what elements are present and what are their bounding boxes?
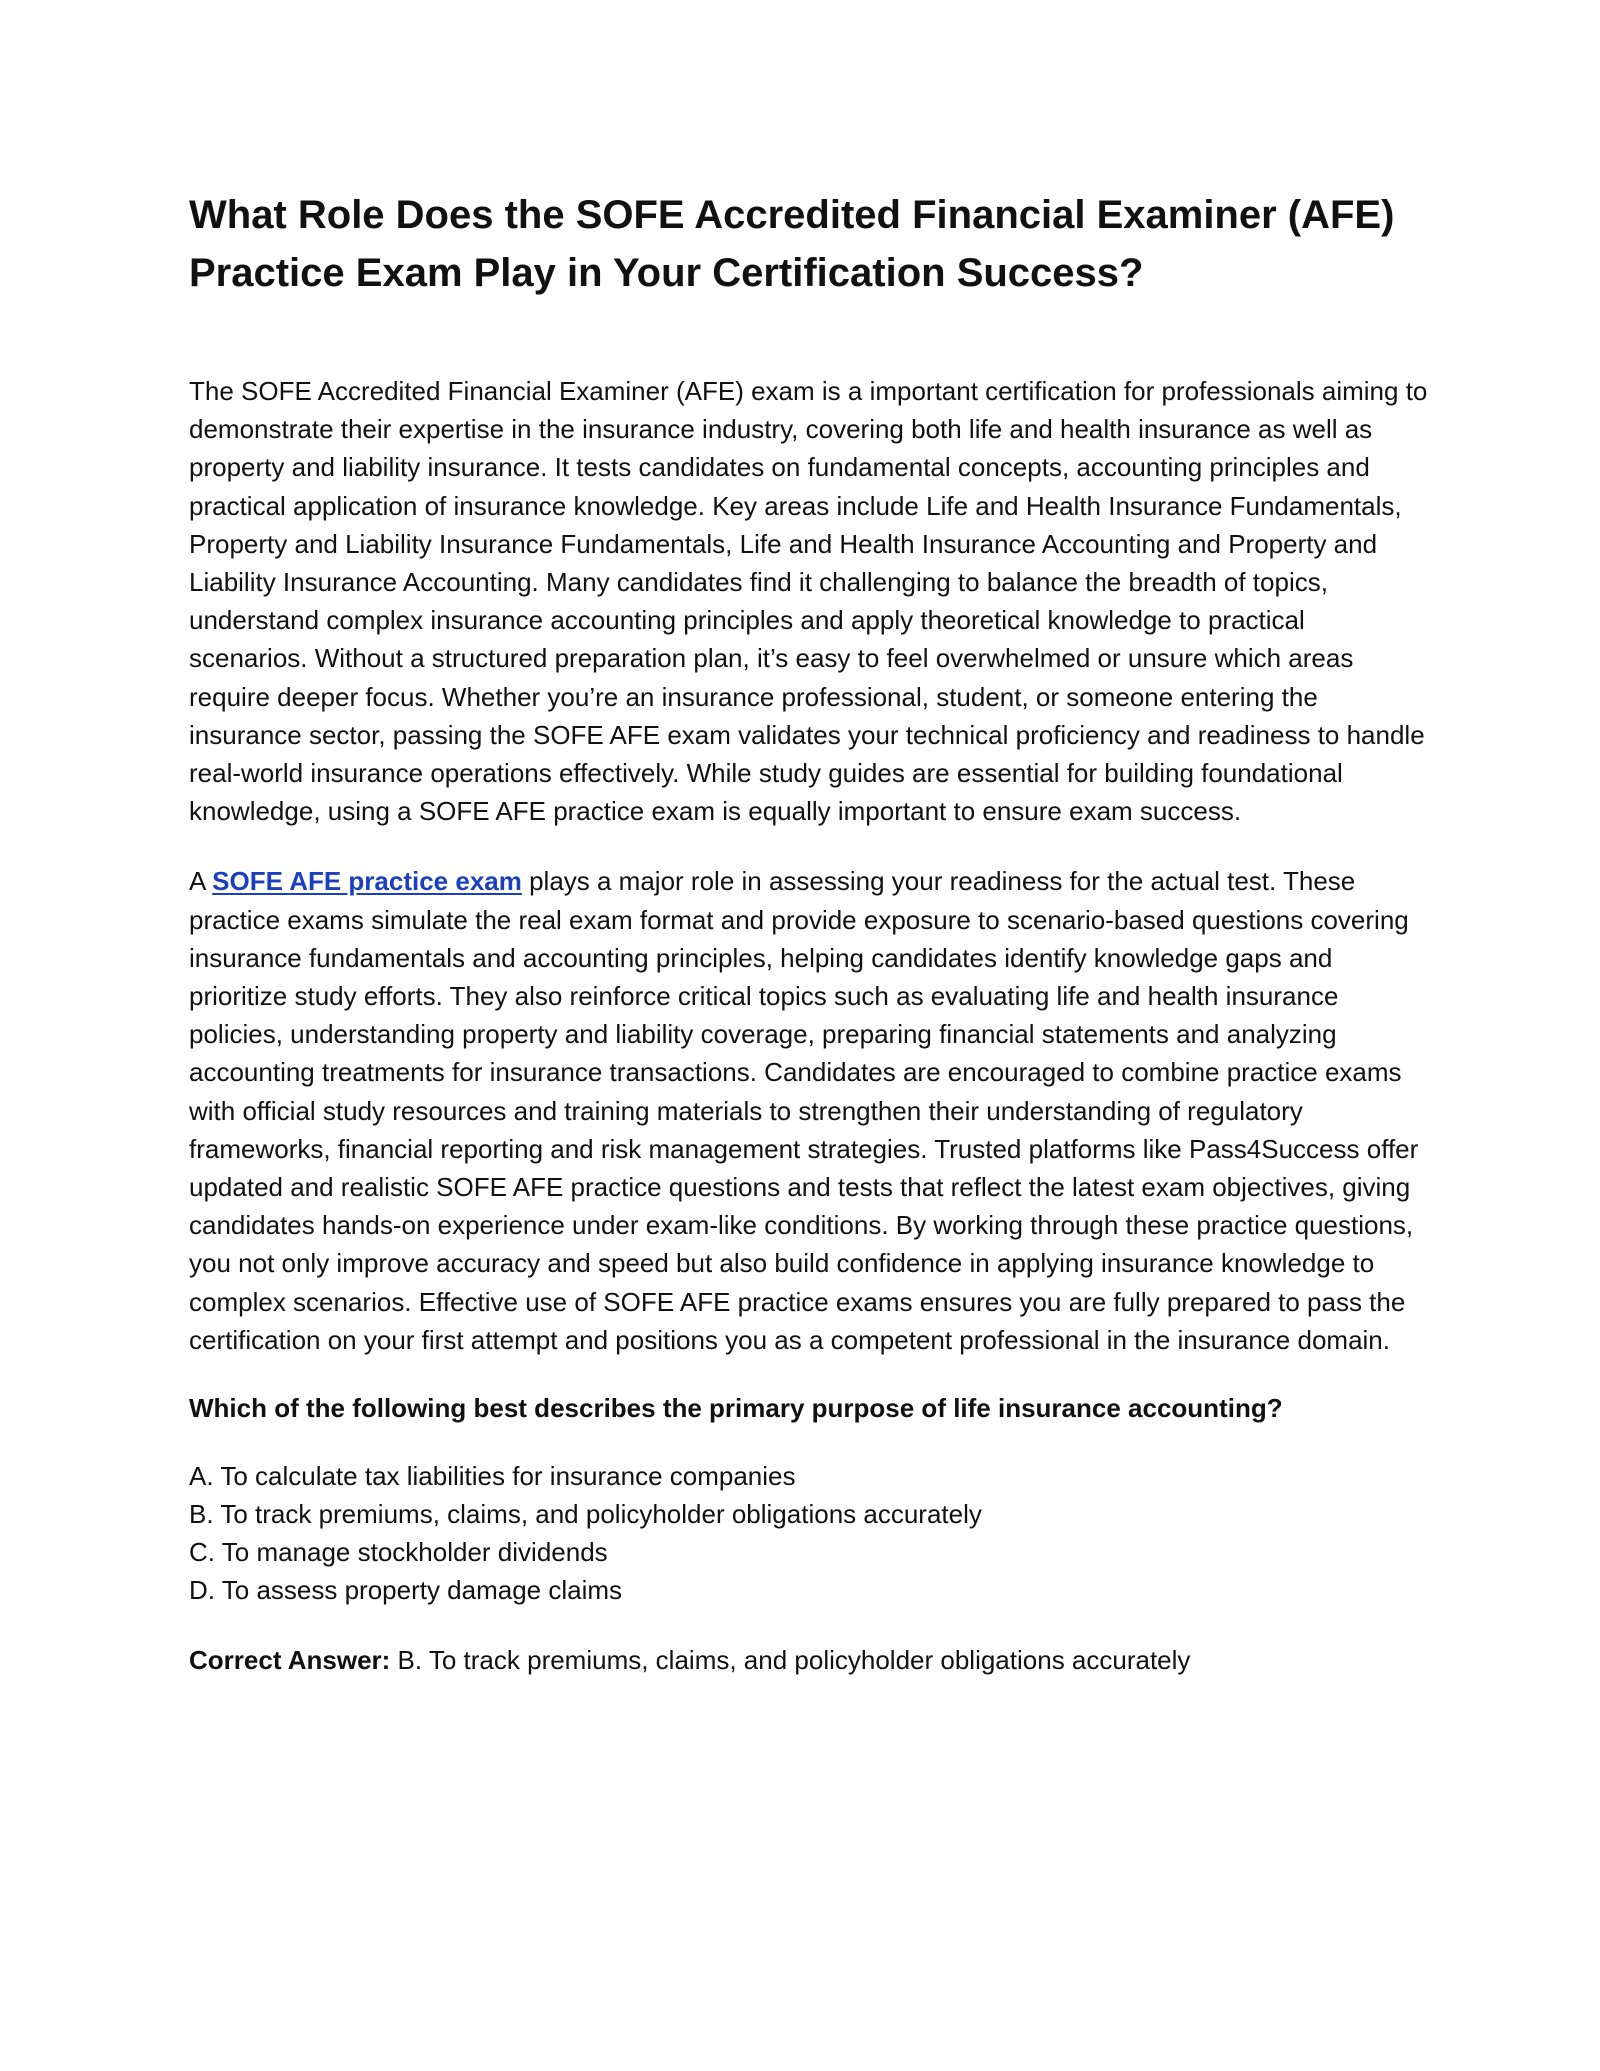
- answer-options: [189, 1457, 1429, 1609]
- option-b: B. To track premiums, claims, and policyholder obligations accurately: [189, 1499, 982, 1530]
- option-d: D. To assess property damage claims: [189, 1575, 623, 1606]
- option-a: A. To calculate tax liabilities for insurance companies: [189, 1461, 796, 1492]
- page-title: What Role Does the SOFE Accredited Financial Examiner (AFE) Practice Exam Play in Your Certification Success?: [189, 193, 1395, 295]
- sample-question: Which of the following best describes the primary purpose of life insurance accounting?: [189, 1393, 1283, 1424]
- correct-answer-text: B. To track premiums, claims, and policyholder obligations accurately: [390, 1645, 1191, 1676]
- paragraph-lead: A: [189, 866, 213, 897]
- intro-paragraph: The SOFE Accredited Financial Examiner (AFE) exam is a important certification for professionals aiming to demonstrate their expertise in the insurance industry, covering both life and health insurance as well as property and liability insurance. It tests candidates on fundamental concepts, accounting principles and practical application of insurance knowledge. Key areas include Life and Health Insurance Fundamentals, Property and Liability Insurance Fundamentals, Life and Health Insurance Accounting and Property and Liability Insurance Accounting. Many candidates find it challenging to balance the breadth of topics, understand complex insurance accounting principles and apply theoretical knowledge to practical scenarios. Without a structured preparation plan, it’s easy to feel overwhelmed or unsure which areas require deeper focus. Whether you’re an insurance professional, student, or someone entering the insurance sector, passing the SOFE AFE exam validates your technical proficiency and readiness to handle real-world insurance operations effectively. While study guides are essential for building foundational knowledge, using a SOFE AFE practice exam is equally important to ensure exam success.: [189, 376, 1428, 827]
- sofe-afe-practice-exam-link[interactable]: SOFE AFE practice exam: [212, 866, 522, 897]
- correct-answer: [189, 1641, 1429, 1679]
- correct-answer-label: Correct Answer:: [189, 1645, 391, 1676]
- paragraph-rest: plays a major role in assessing your readiness for the actual test. These practice exams simulate the real exam format and provide exposure to scenario-based questions covering insurance fundamentals and accounting principles, helping candidates identify knowledge gaps and prioritize study efforts. They also reinforce critical topics such as evaluating life and health insurance policies, understanding property and liability coverage, preparing financial statements and analyzing accounting treatments for insurance transactions. Candidates are encouraged to combine practice exams with official study resources and training materials to strengthen their understanding of regulatory frameworks, financial reporting and risk management strategies. Trusted platforms like Pass4Success offer updated and realistic SOFE AFE practice questions and tests that reflect the latest exam objectives, giving candidates hands-on experience under exam-like conditions. By working through these practice questions, you not only improve accuracy and speed but also build confidence in applying insurance knowledge to complex scenarios. Effective use of SOFE AFE practice exams ensures you are fully prepared to pass the certification on your first attempt and positions you as a competent professional in the insurance domain.: [189, 866, 1419, 1355]
- practice-exam-paragraph: [189, 862, 1429, 1359]
- option-c: C. To manage stockholder dividends: [189, 1537, 608, 1568]
- document-page: [189, 186, 1429, 1679]
